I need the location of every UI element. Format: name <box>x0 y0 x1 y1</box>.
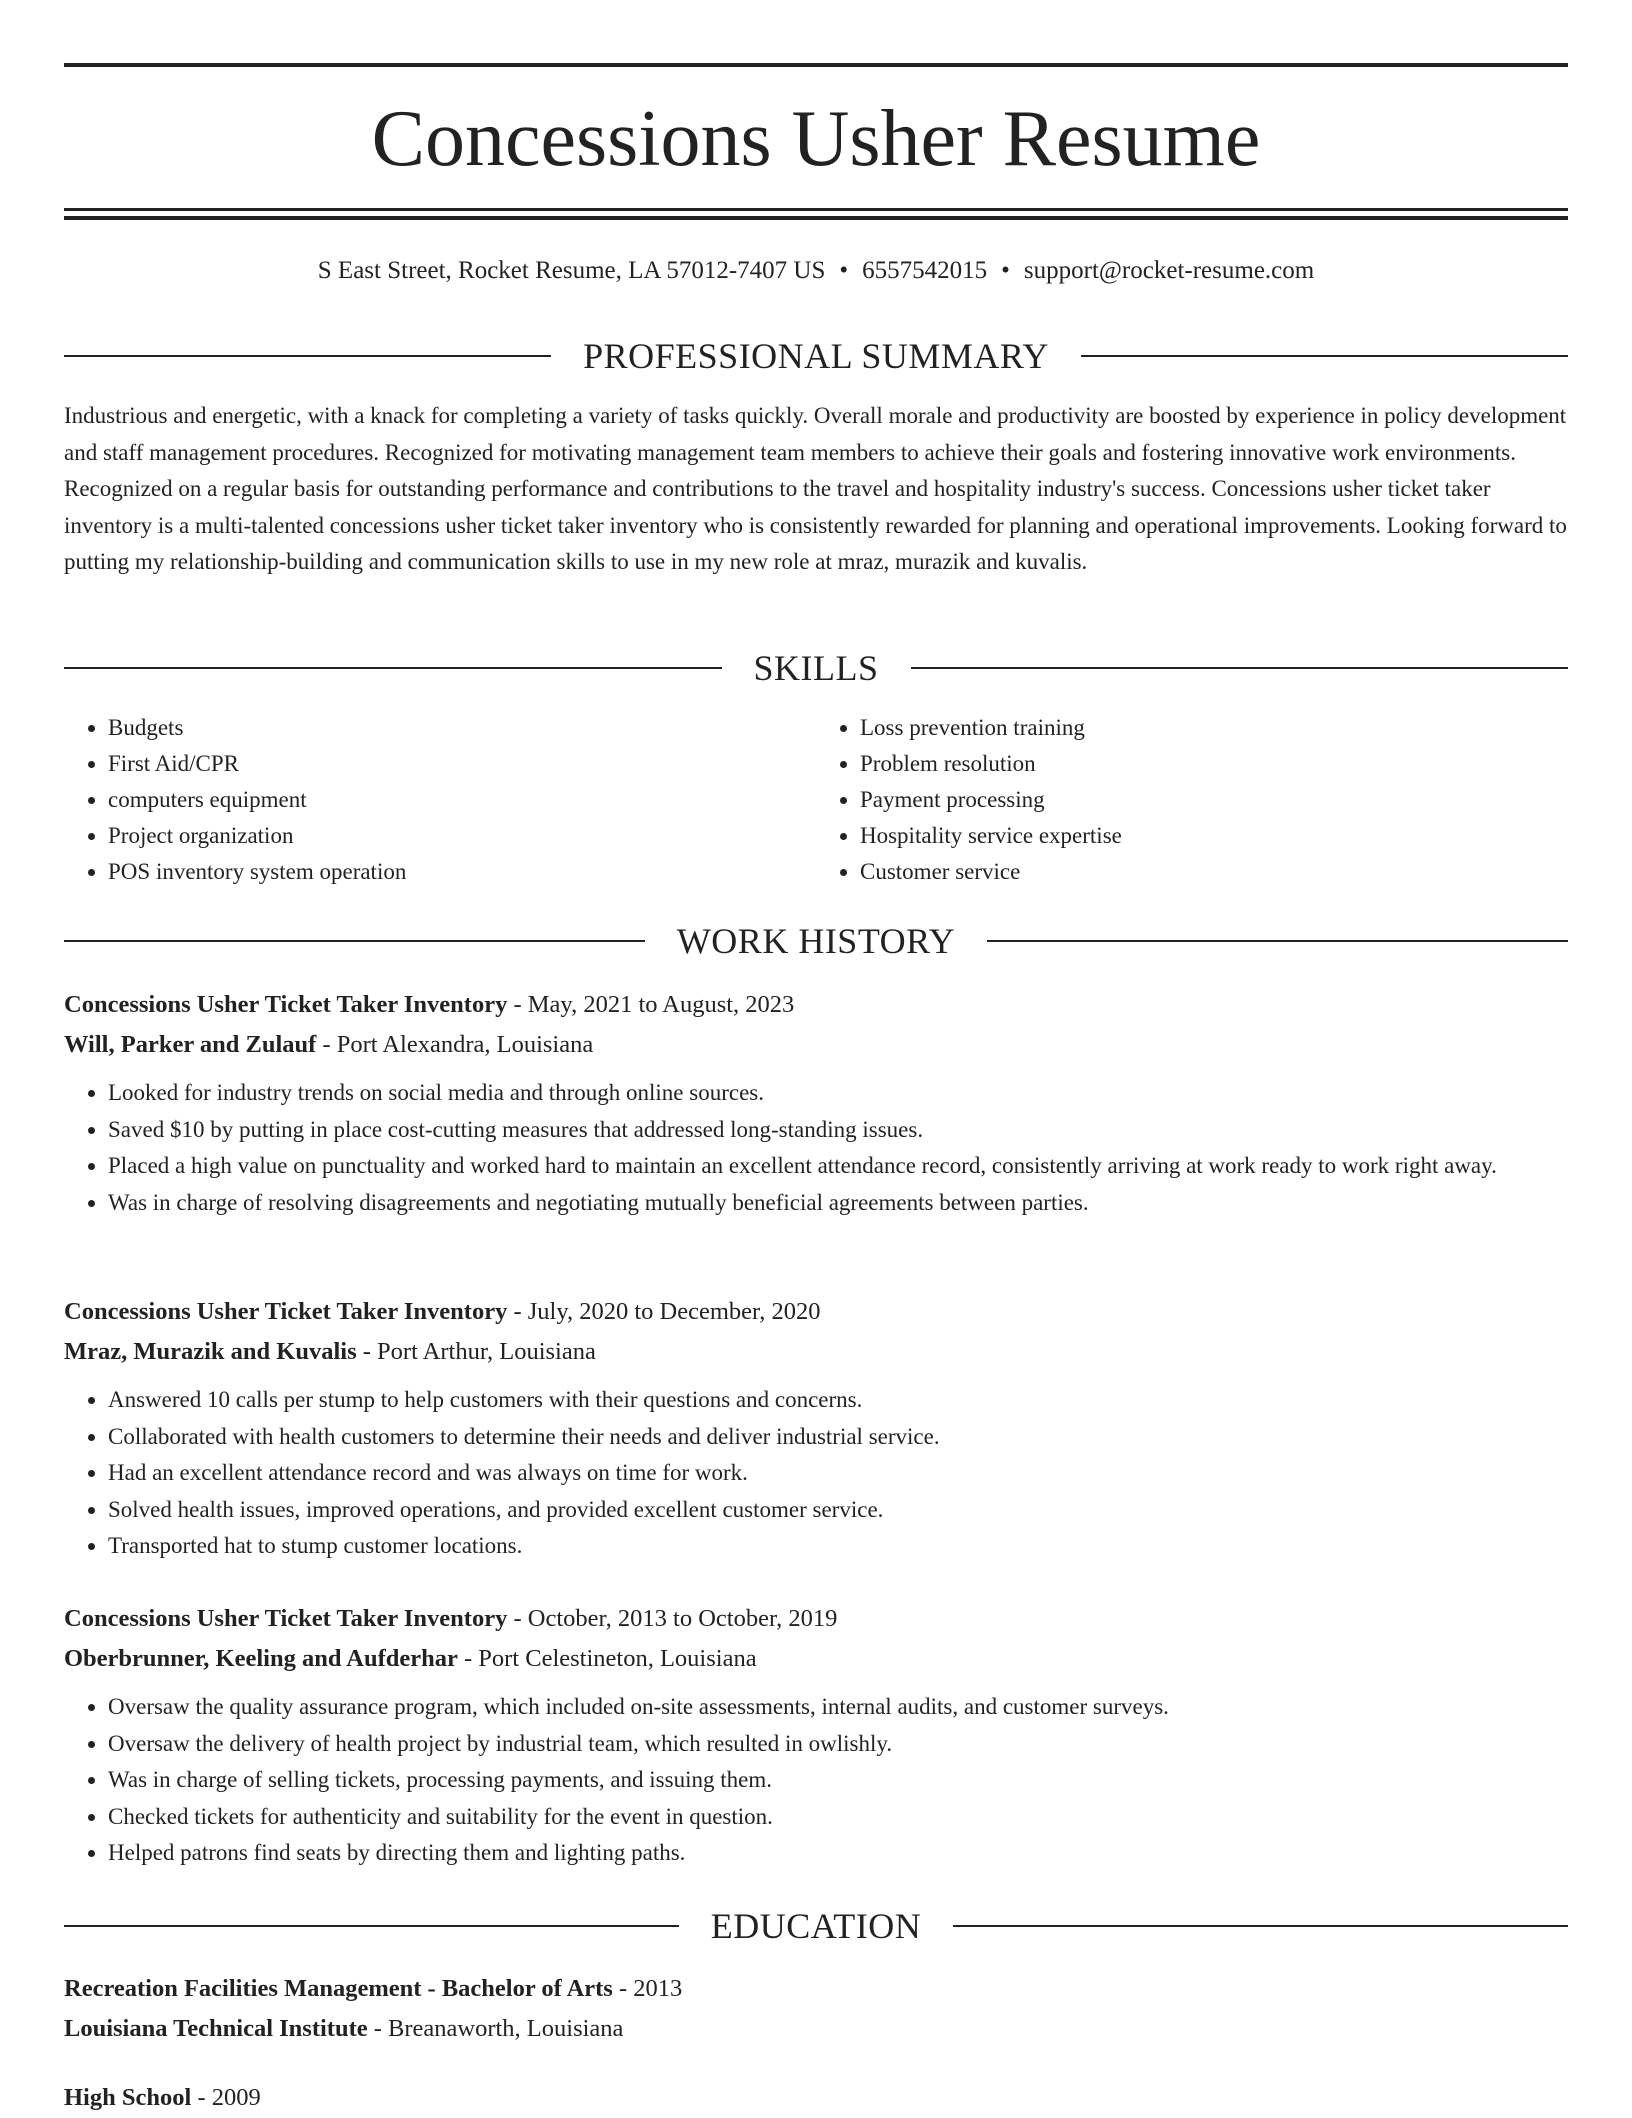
job-location: - Port Alexandra, Louisiana <box>316 1031 594 1058</box>
job-dates: - May, 2021 to August, 2023 <box>507 991 795 1018</box>
job-entry <box>64 1599 1568 1872</box>
skills-list <box>64 710 1568 890</box>
skill-item: • Customer service <box>860 854 1568 890</box>
divider <box>64 667 722 669</box>
job-bullet: • Collaborated with health customers to determine their needs and deliver industrial service. <box>108 1419 1568 1456</box>
work-heading <box>64 919 1568 963</box>
contact-separator: • <box>1001 257 1010 284</box>
skill-item: • computers equipment <box>108 782 816 818</box>
divider <box>953 1925 1568 1927</box>
job-company-row <box>64 1639 1568 1679</box>
work-heading-label: WORK HISTORY <box>676 921 956 961</box>
divider <box>911 667 1569 669</box>
divider <box>64 355 551 357</box>
job-title: Concessions Usher Ticket Taker Inventory <box>64 991 508 1018</box>
education-heading-label: EDUCATION <box>710 1906 922 1946</box>
top-rule <box>64 63 1568 67</box>
education-entry <box>64 2078 1568 2118</box>
skill-item: • Payment processing <box>860 782 1568 818</box>
job-location: - Port Arthur, Louisiana <box>356 1338 596 1365</box>
job-company-row <box>64 1332 1568 1372</box>
education-degree-row <box>64 2078 1568 2118</box>
job-dates: - July, 2020 to December, 2020 <box>507 1298 821 1325</box>
divider <box>1081 355 1568 357</box>
education-year: - 2013 <box>612 1975 683 2002</box>
job-company: Will, Parker and Zulauf <box>64 1031 317 1058</box>
summary-text: Industrious and energetic, with a knack for completing a variety of tasks quickly. Overall morale and productivity are boosted by experience in policy development and staff management procedures. Recognized for motivating management team members to achieve their goals and fostering innovative work environments. Recognized on a regular basis for outstanding performance and contributions to the travel and hospitality industry's success. Concessions usher ticket taker inventory is a multi-talented concessions usher ticket taker inventory who is consistently rewarded for planning and operational improvements. Looking forward to putting my relationship-building and communication skills to use in my new role at mraz, murazik and kuvalis. <box>64 403 1567 575</box>
skills-heading <box>64 646 1568 690</box>
job-bullet: • Placed a high value on punctuality and worked hard to maintain an excellent attendance record, consistently arriving at work ready to work right away. <box>108 1148 1568 1185</box>
contact-separator: • <box>839 257 849 284</box>
job-bullet: • Transported hat to stump customer locations. <box>108 1528 1568 1565</box>
job-bullet: • Had an excellent attendance record and was always on time for work. <box>108 1455 1568 1492</box>
skill-item: • Project organization <box>108 818 816 854</box>
job-location: - Port Celestineton, Louisiana <box>457 1645 757 1672</box>
job-company: Mraz, Murazik and Kuvalis <box>64 1338 357 1365</box>
job-bullet: • Helped patrons find seats by directing them and lighting paths. <box>108 1835 1568 1872</box>
skills-heading-label: SKILLS <box>753 648 879 688</box>
skills-column-right <box>816 710 1568 890</box>
education-degree-row <box>64 1969 1568 2009</box>
divider <box>64 1925 679 1927</box>
job-bullet: • Looked for industry trends on social media and through online sources. <box>108 1075 1568 1112</box>
summary-heading-label: PROFESSIONAL SUMMARY <box>583 336 1049 376</box>
education-entry <box>64 1969 1568 2049</box>
job-title-row <box>64 1599 1568 1639</box>
job-company: Oberbrunner, Keeling and Aufderhar <box>64 1645 458 1672</box>
contact-address: S East Street, Rocket Resume, LA 57012-7407 US <box>317 257 826 284</box>
job-bullet: • Checked tickets for authenticity and suitability for the event in question. <box>108 1799 1568 1836</box>
education-year: - 2009 <box>191 2084 261 2111</box>
skill-item: • Hospitality service expertise <box>860 818 1568 854</box>
resume-title: Concessions Usher Resume <box>371 95 1261 183</box>
contact-line <box>64 254 1568 288</box>
title-rule-lower <box>64 216 1568 220</box>
job-entry <box>64 1292 1568 1565</box>
skill-item: • Loss prevention training <box>860 710 1568 746</box>
skill-item: • First Aid/CPR <box>108 746 816 782</box>
job-bullet: • Oversaw the delivery of health project by industrial team, which resulted in owlishly. <box>108 1726 1568 1763</box>
job-dates: - October, 2013 to October, 2019 <box>507 1605 838 1632</box>
education-degree: Recreation Facilities Management - Bachelor of Arts <box>64 1975 613 2002</box>
skill-item: • POS inventory system operation <box>108 854 816 890</box>
education-degree: High School <box>64 2084 192 2111</box>
summary-heading <box>64 334 1568 378</box>
job-bullets <box>64 1382 1568 1565</box>
contact-phone: 6557542015 <box>862 257 988 284</box>
skill-item: • Budgets <box>108 710 816 746</box>
job-bullet: • Oversaw the quality assurance program, which included on-site assessments, internal audits, and customer surveys. <box>108 1689 1568 1726</box>
job-bullet: • Solved health issues, improved operations, and provided excellent customer service. <box>108 1492 1568 1529</box>
education-heading <box>64 1904 1568 1948</box>
job-bullet: • Answered 10 calls per stump to help customers with their questions and concerns. <box>108 1382 1568 1419</box>
education-school: Louisiana Technical Institute <box>64 2015 368 2042</box>
education-location: - Breanaworth, Louisiana <box>367 2015 624 2042</box>
education-school-row <box>64 2009 1568 2049</box>
job-bullets <box>64 1075 1568 1221</box>
job-bullet: • Was in charge of resolving disagreements and negotiating mutually beneficial agreements between parties. <box>108 1185 1568 1222</box>
job-title-row <box>64 1292 1568 1332</box>
job-entry <box>64 985 1568 1221</box>
contact-email: support@rocket-resume.com <box>1023 257 1315 284</box>
job-title-row <box>64 985 1568 1025</box>
divider <box>987 940 1568 942</box>
title-rule-upper <box>64 208 1568 211</box>
job-title: Concessions Usher Ticket Taker Inventory <box>64 1605 508 1632</box>
skills-column-left <box>64 710 816 890</box>
job-title: Concessions Usher Ticket Taker Inventory <box>64 1298 508 1325</box>
skill-item: • Problem resolution <box>860 746 1568 782</box>
job-bullet: • Saved $10 by putting in place cost-cutting measures that addressed long-standing issues. <box>108 1112 1568 1149</box>
divider <box>64 940 645 942</box>
job-bullets <box>64 1689 1568 1872</box>
job-company-row <box>64 1025 1568 1065</box>
job-bullet: • Was in charge of selling tickets, processing payments, and issuing them. <box>108 1762 1568 1799</box>
